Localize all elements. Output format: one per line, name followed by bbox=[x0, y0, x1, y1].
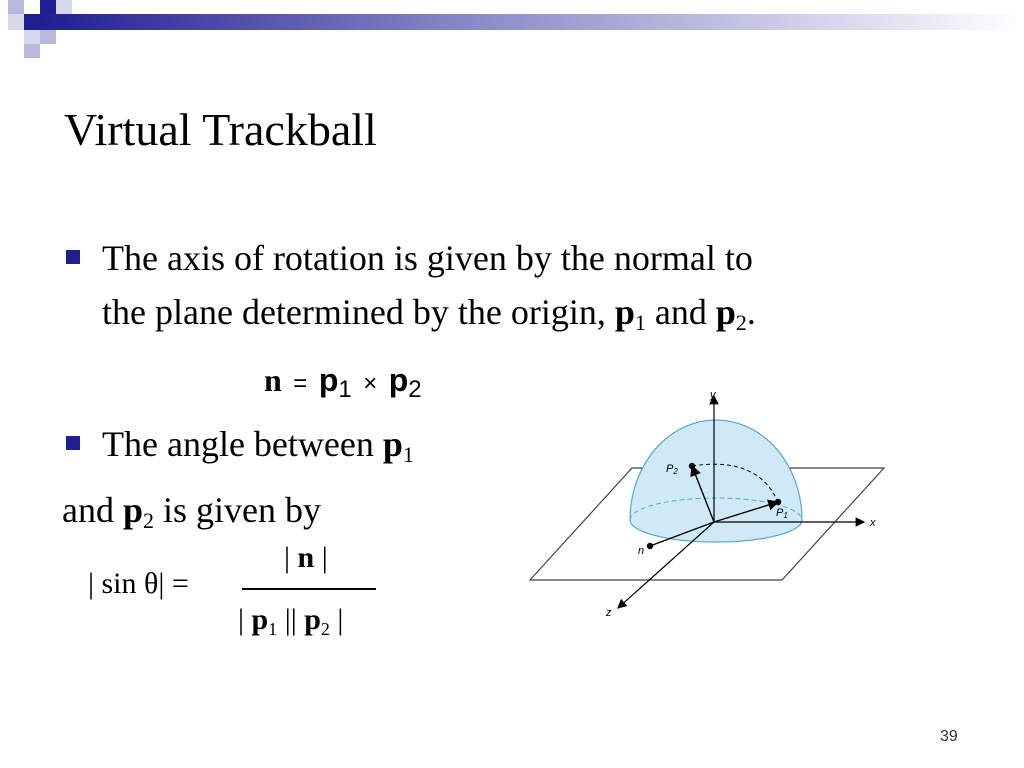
subscript: 1 bbox=[338, 376, 352, 403]
hemisphere bbox=[630, 420, 802, 542]
abs-bar: | bbox=[284, 541, 291, 574]
p-symbol: p bbox=[388, 362, 409, 398]
subscript: 2 bbox=[143, 508, 155, 533]
continuation-line bbox=[62, 490, 321, 541]
p-symbol: p bbox=[715, 292, 736, 332]
p-symbol: p bbox=[382, 424, 403, 464]
bullet1-line1-text: The axis of rotation is given by the normal to bbox=[102, 238, 753, 278]
and-text: and bbox=[645, 292, 716, 332]
label-z: z bbox=[606, 607, 612, 619]
and-text: and bbox=[62, 490, 123, 530]
abs-bar: | bbox=[337, 603, 344, 636]
bullet2-text: The angle between bbox=[102, 424, 383, 464]
p-symbol: p bbox=[304, 603, 321, 636]
fraction-bar bbox=[242, 588, 376, 590]
subscript: 1 bbox=[634, 310, 646, 335]
abs-bar: | bbox=[321, 541, 328, 574]
p-symbol: p bbox=[122, 490, 144, 530]
subscript: 1 bbox=[268, 619, 278, 639]
bullet2-line bbox=[102, 424, 414, 475]
slide-title: Virtual Trackball bbox=[64, 104, 377, 155]
bullet1-line2 bbox=[102, 292, 756, 343]
label-p1-letter: P bbox=[776, 507, 784, 519]
fraction-denominator bbox=[238, 602, 343, 647]
times-sign: × bbox=[363, 370, 378, 397]
subscript: 1 bbox=[402, 442, 414, 467]
label-p2-letter: P bbox=[666, 463, 674, 475]
n-symbol: n bbox=[297, 541, 315, 574]
point-n bbox=[647, 543, 653, 549]
fraction-numerator bbox=[284, 540, 328, 576]
period: . bbox=[746, 292, 756, 332]
p-symbol: p bbox=[614, 292, 635, 332]
bullet1-line2-text: the plane determined by the origin, bbox=[102, 292, 615, 332]
label-x: x bbox=[870, 517, 876, 529]
bullet-marker bbox=[66, 250, 80, 264]
abs-bar: | bbox=[238, 603, 245, 636]
subscript: 2 bbox=[408, 376, 422, 403]
bullet-marker bbox=[66, 436, 80, 450]
equals-sign: = bbox=[293, 370, 308, 397]
label-n: n bbox=[638, 545, 645, 557]
p-symbol: p bbox=[251, 603, 269, 636]
given-by-text: is given by bbox=[154, 490, 322, 530]
bullet1-line1 bbox=[102, 238, 753, 278]
subscript: 2 bbox=[320, 619, 330, 639]
abs-bars: || bbox=[284, 603, 297, 636]
sin-theta-lhs: | sin θ| = bbox=[88, 567, 189, 600]
trackball-diagram bbox=[520, 384, 900, 624]
label-p1-sub: 1 bbox=[783, 511, 788, 520]
page-number: 39 bbox=[940, 728, 958, 745]
n-symbol: n bbox=[264, 362, 282, 398]
subscript: 2 bbox=[735, 310, 747, 335]
point-p2 bbox=[689, 463, 695, 469]
p-symbol: p bbox=[318, 362, 339, 398]
cross-product-equation bbox=[264, 362, 422, 408]
point-p1 bbox=[775, 499, 781, 505]
header-decoration bbox=[0, 0, 1024, 60]
label-p2-sub: 2 bbox=[673, 467, 678, 476]
label-y: y bbox=[710, 389, 716, 401]
